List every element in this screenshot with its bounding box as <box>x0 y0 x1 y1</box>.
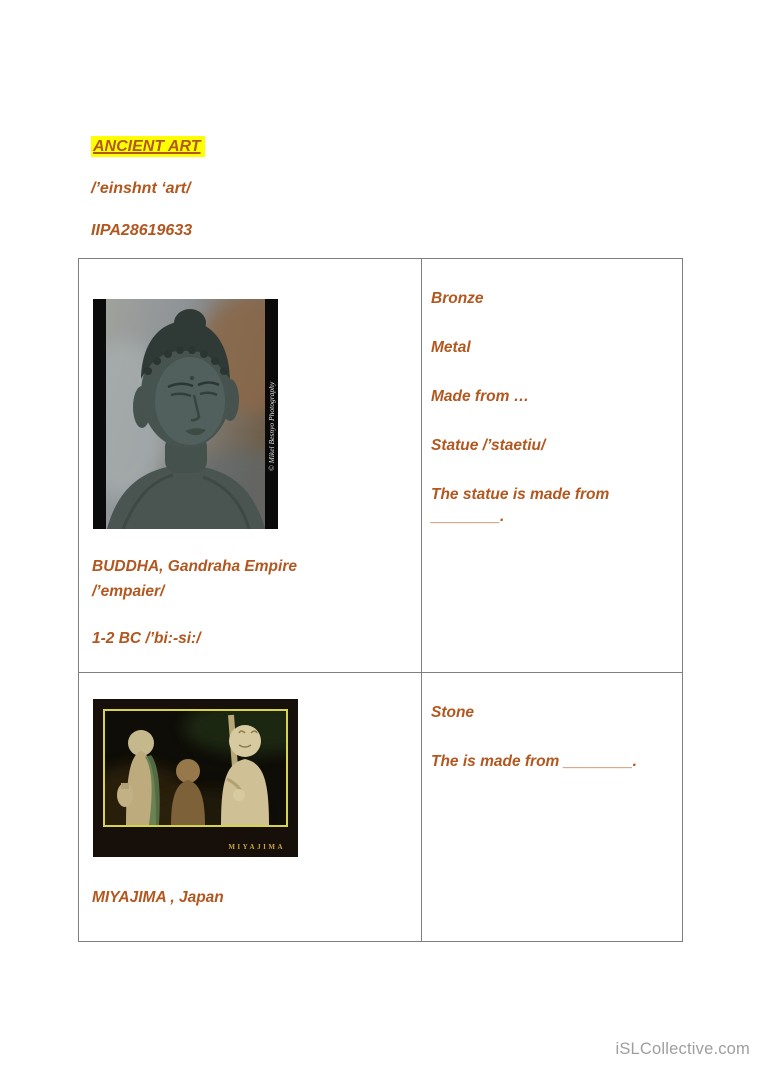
buddha-vocab-cell <box>422 259 683 673</box>
vocab-sentence-stone: The is made from ________. <box>431 753 637 770</box>
buddha-statue-photo <box>93 299 278 529</box>
buddha-image-cell <box>79 259 422 673</box>
page-title-line <box>91 136 205 157</box>
vocab-word-bronze: Bronze <box>431 290 484 307</box>
worksheet-code: IIPA28619633 <box>91 222 193 239</box>
buddha-caption-pronunciation: /’empaier/ <box>92 583 165 600</box>
buddha-statue-illustration <box>93 299 278 529</box>
islcollective-brand: iSLCollective.com <box>615 1040 750 1058</box>
buddha-vocab-list <box>422 259 682 528</box>
miyajima-statues-photo <box>93 699 298 857</box>
vocab-word-stone: Stone <box>431 704 475 721</box>
miyajima-statues-illustration <box>93 699 298 857</box>
photo-watermark: © Mikel Besnyo Photography <box>267 381 276 471</box>
buddha-caption-date: 1-2 BC /’bi:-si:/ <box>92 630 201 647</box>
miyajima-vocab-cell <box>422 673 683 942</box>
miyajima-caption: MIYAJIMA , Japan <box>92 889 224 906</box>
table-row-buddha <box>79 259 683 673</box>
photo-label-miyajima: MIYAJIMA <box>228 843 285 851</box>
table-row-miyajima <box>79 673 683 942</box>
title-pronunciation: /’einshnt ‘art/ <box>91 180 191 197</box>
vocab-sentence-statue: The statue is made from ________. <box>431 486 610 525</box>
worksheet-header <box>91 136 205 262</box>
vocab-phrase-made-from: Made from … <box>431 388 530 405</box>
miyajima-vocab-list <box>422 673 682 773</box>
buddha-caption-title: BUDDHA, Gandraha Empire <box>92 558 297 575</box>
vocab-word-metal: Metal <box>431 339 471 356</box>
vocab-word-statue: Statue /’staetiu/ <box>431 437 546 454</box>
miyajima-image-cell <box>79 673 422 942</box>
vocab-table <box>78 258 683 942</box>
page-title: ANCIENT ART <box>91 136 205 157</box>
buddha-caption <box>92 554 392 604</box>
